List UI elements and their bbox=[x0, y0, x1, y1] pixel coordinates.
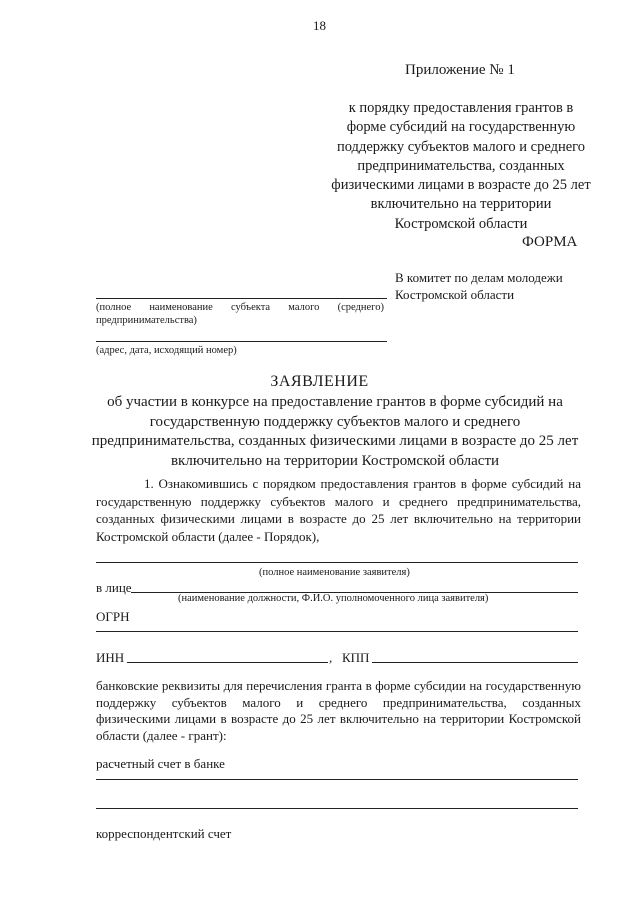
applicant-name-line[interactable] bbox=[96, 298, 387, 299]
inn-comma: , bbox=[329, 650, 333, 665]
full-name-line[interactable] bbox=[96, 562, 578, 563]
appendix-subtitle: к порядку предоставления грантов в форме субсидий на государственную поддержку субъектов малого и среднего предпринимательства, созданных физическими лицами в возрасте до 25 лет включительно на территории Костромской области bbox=[331, 100, 591, 232]
settlement-account-line-2[interactable] bbox=[96, 808, 578, 809]
applicant-name-hint bbox=[96, 301, 384, 327]
settlement-account-line[interactable] bbox=[96, 779, 578, 780]
hint-word: (полное bbox=[96, 302, 132, 313]
address-line[interactable] bbox=[96, 341, 387, 342]
ogrn-label: ОГРН bbox=[96, 609, 130, 624]
kpp-line[interactable] bbox=[372, 662, 578, 663]
ogrn-line[interactable] bbox=[96, 631, 578, 632]
hint-line-2: предпринимательства) bbox=[96, 315, 197, 326]
full-name-hint: (полное наименование заявителя) bbox=[259, 567, 410, 578]
statement-subtitle: об участии в конкурсе на предоставление грантов в форме субсидий на государственную поддержку субъектов малого и среднего предпринимательства, созданных физическими лицами в возрасте до 25 лет включительно на территории Костромской области bbox=[91, 394, 579, 469]
statement-title: ЗАЯВЛЕНИЕ bbox=[270, 373, 369, 390]
inn-label: ИНН bbox=[96, 650, 125, 665]
hint-word: наименование bbox=[149, 302, 213, 313]
settlement-account-label: расчетный счет в банке bbox=[96, 756, 225, 771]
in-person-label: в лице bbox=[96, 580, 132, 595]
hint-word: (среднего) bbox=[337, 302, 384, 313]
form-label: ФОРМА bbox=[522, 234, 578, 250]
addressee: В комитет по делам молодежи Костромской области bbox=[395, 270, 563, 302]
kpp-label: КПП bbox=[342, 650, 370, 665]
page-number: 18 bbox=[313, 18, 326, 33]
hint-word: субъекта bbox=[230, 302, 271, 313]
appendix-title: Приложение № 1 bbox=[405, 62, 515, 78]
address-hint: (адрес, дата, исходящий номер) bbox=[96, 345, 237, 356]
bank-details-paragraph: банковские реквизиты для перечисления гранта в форме субсидии на государственную поддержку субъектов малого и среднего предпринимательства, созданных физическими лицами в возрасте до 25 лет включительно на территории Костромской области (далее - грант): bbox=[96, 678, 581, 743]
correspondent-account-label: корреспондентский счет bbox=[96, 826, 232, 841]
position-hint: (наименование должности, Ф.И.О. уполномоченного лица заявителя) bbox=[178, 593, 489, 604]
paragraph-1: 1. Ознакомившись с порядком предоставления грантов в форме субсидий на государственную поддержку субъектов малого и среднего предпринимательства, созданных физическими лицами в возрасте до 25 лет включительно на территории Костромской области (далее - Порядок), bbox=[96, 476, 581, 544]
hint-word: малого bbox=[288, 302, 320, 313]
inn-line[interactable] bbox=[127, 662, 328, 663]
